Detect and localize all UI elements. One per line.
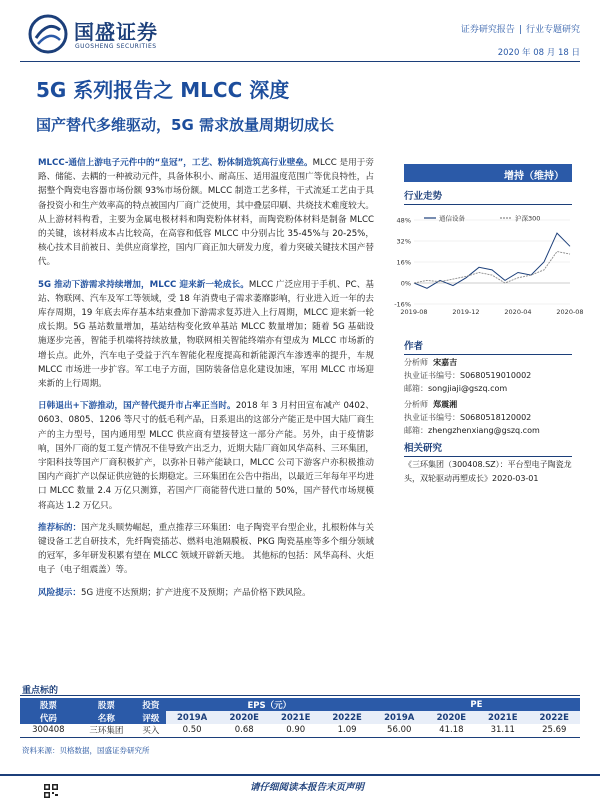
cell-pe: 25.69 (529, 724, 581, 737)
paragraph-body: 2018 年 3 月村田宣布减产 0402、0603、0805、1206 等尺寸的低毛利产品，日系退出的这部分产能正是中国大陆厂商生产的主力型号，国内通用型 MLCC 供应商有望接替这一部分产能。另外，由于疫情影响，国外厂商的复工复产情况不佳导致产出乏力，近期大陆厂商如风华高科、三环集团，宇阳科技等国产厂商积极扩产，以弥补日韩产能缺口，MLCC 公司下游客户亦积极推动国内产商扩产以保证供应链的长期稳定。三环集团在公告中指出，以最近三年每年平均进口 MLCC 数量 2.4 万亿只测算，若国产厂商能替代进口量的 50%，国产替代市场规模将高达 1.2 万亿只。 (38, 401, 374, 511)
year-cell: 2020E (219, 711, 270, 724)
year-cell: 2021E (270, 711, 321, 724)
related-research-item[interactable]: 《三环集团（300408.SZ）：平台型电子陶瓷龙头，双轮驱动再塑成长》2020-03-01 (404, 460, 572, 483)
analysts-section-title: 作者 (404, 338, 572, 355)
y-tick-label: 48% (396, 216, 411, 225)
x-tick-label: 2019-12 (452, 308, 480, 316)
year-cell: 2019A (373, 711, 426, 724)
paragraph-mlcc-intro (38, 156, 374, 270)
rating-badge: 增持（维持） (404, 164, 572, 182)
stock-table-label: 重点标的 (22, 686, 59, 696)
table-header-row (20, 711, 580, 724)
paragraph-import-substitution (38, 399, 374, 513)
logo-en-text: GUOSHENG SECURITIES (75, 43, 157, 50)
qr-code-icon (44, 784, 66, 800)
analyst-name: 郑震湘 (433, 400, 458, 409)
guosheng-logo-icon (28, 14, 68, 54)
cell-eps: 0.68 (219, 724, 270, 737)
analyst-email[interactable]: zhengzhenxiang@gszq.com (428, 426, 540, 435)
footer-disclaimer: 请仔细阅读本报告末页声明 (250, 782, 365, 793)
header-rating-2: 评级 (142, 713, 160, 724)
table-source: 资料来源：贝格数据，国盛证券研究所 (22, 746, 150, 755)
header-divider (20, 61, 580, 62)
cell-code: 300408 (20, 724, 77, 737)
header-code: 代码 (39, 713, 57, 724)
email-label: 邮箱： (404, 384, 428, 393)
stock-table-divider (20, 695, 580, 696)
year-cell: 2022E (321, 711, 372, 724)
header-name: 名称 (97, 713, 115, 724)
logo-cn-text: 国盛证券 (74, 20, 158, 44)
related-section-title: 相关研究 (404, 440, 572, 457)
analyst-role: 分析师 (404, 400, 428, 409)
legend-label: 沪深300 (515, 214, 541, 223)
cert-label: 执业证书编号： (404, 413, 460, 422)
header-stock-code: 股票 (39, 700, 57, 711)
header-pe: PE (470, 699, 483, 710)
email-label: 邮箱： (404, 426, 428, 435)
report-category: 行业专题研究 (525, 25, 580, 35)
stock-table (20, 698, 580, 738)
cell-rating: 买入 (136, 724, 166, 737)
header-eps: EPS（元） (247, 700, 292, 711)
report-type: 证券研究报告 (460, 25, 515, 35)
footer-divider (0, 774, 600, 776)
header-rating: 投资 (142, 700, 160, 711)
paragraph-body: 5G 进度不达预期；扩产进度不及预期；产品价格下跌风险。 (80, 587, 311, 598)
report-date: 2020 年 08 月 18 日 (497, 48, 580, 58)
legend-label: 通信设备 (439, 214, 465, 223)
analyst-name: 宋嘉吉 (433, 358, 458, 367)
trend-section-title: 行业走势 (404, 188, 572, 205)
analyst-card (404, 398, 584, 437)
table-row (20, 724, 580, 737)
cell-pe: 31.11 (477, 724, 528, 737)
year-cell: 2022E (529, 711, 581, 724)
analyst-role: 分析师 (404, 358, 428, 367)
cell-pe: 56.00 (373, 724, 426, 737)
x-tick-label: 2020-08 (556, 308, 584, 316)
paragraph-body: MLCC 广泛应用于手机、PC、基站、物联网、汽车及军工等领域，受 18 年消费电子需求萎靡影响，行业进入近一年的去库存周期，19 年底去库存基本结束叠加下游需求复苏进入上行周期，MLCC 迎来新一轮成长期。5G 基站数量增加，基站结构变化致单基站 MLCC 数量增加；随着 5G 基础设施逐步完善，智能手机端将持续放量，物联网相关智能终端亦有望成为 MLCC 市场新的增长点。此外，汽车电子受益于汽车智能化程度提高和新能源汽车渗透率的提升，车规 MLCC 市场进一步扩容。军工电子方面，国防装备信息化建设加速，军用 MLCC 市场迎来新的上行周期。 (38, 279, 374, 390)
year-cell: 2019A (166, 711, 219, 724)
y-tick-label: 32% (396, 237, 411, 246)
y-tick-label: -16% (394, 300, 411, 309)
cert-label: 执业证书编号： (404, 371, 460, 380)
cell-name: 三环集团 (77, 724, 136, 737)
cell-eps: 1.09 (321, 724, 372, 737)
analyst-cert: S0680519010002 (460, 371, 532, 380)
paragraph-lead: 日韩退出+下游推动，国产替代提升市占率正当时。 (38, 401, 236, 412)
header-stock-name: 股票 (97, 700, 115, 711)
year-cell: 2020E (426, 711, 477, 724)
paragraph-lead: 5G 推动下游需求持续增加，MLCC 迎来新一轮成长。 (38, 279, 249, 290)
company-logo (28, 12, 188, 60)
report-subtitle: 国产替代多维驱动，5G 需求放量周期切成长 (36, 116, 334, 134)
year-cell: 2021E (477, 711, 528, 724)
analyst-email[interactable]: songjiaji@gszq.com (428, 384, 508, 393)
analyst-card (404, 356, 584, 395)
cell-eps: 0.50 (166, 724, 219, 737)
paragraph-lead: 推荐标的： (38, 522, 82, 533)
cell-pe: 41.18 (426, 724, 477, 737)
report-title: 5G 系列报告之 MLCC 深度 (36, 78, 290, 102)
y-tick-label: 16% (396, 258, 411, 267)
paragraph-body: MLCC 是用于旁路、储能、去耦的一种被动元件，具备体积小、耐高压、适用温度范围广等优良特性，占据整个陶瓷电容器市场份额 93%市场份额。MLCC 制造工艺多样，干式流延工艺由于具备投资小和生产效率高的特点被国内厂商广泛使用，其中叠层印刷、共烧技术难度较大。从上游材料构看，主要为金属电极材料和陶瓷粉体材料，而陶瓷粉体材料是制备 MLCC 的关键，该材料成本占比较高，在高容和低容 MLCC 中分别占比 35-45%与 20-25%，核心技术目前被日、美供应商掌控，国内厂商正加大研发力度，着力突破关键技术国产替代。 (38, 158, 375, 268)
analyst-cert: S0680518120002 (460, 413, 532, 422)
series-line-telecom (414, 233, 570, 288)
paragraph-recommendation (38, 521, 374, 578)
paragraph-lead: MLCC-通信上游电子元件中的“皇冠”，工艺、粉体制造筑高行业壁垒。 (38, 158, 313, 168)
related-research-list (404, 458, 576, 486)
x-tick-label: 2019-08 (400, 308, 428, 316)
x-tick-label: 2020-04 (504, 308, 532, 316)
main-text-column (38, 156, 374, 608)
cell-eps: 0.90 (270, 724, 321, 737)
paragraph-lead: 风险提示： (38, 587, 81, 598)
paragraph-risk (38, 586, 374, 600)
industry-trend-chart (388, 210, 584, 320)
paragraph-body: 国产龙头顺势崛起，重点推荐三环集团：电子陶瓷平台型企业，扎根粉体与关键设备工艺自研技术，先纤陶瓷插芯、燃料电池隔膜板、PKG 陶瓷基座等多个细分领域的冠军，多年研发积累有望在 MLCC 领域开辟新天地。 其他标的包括：风华高科、火炬电子（电子组震盖）等。 (38, 522, 374, 576)
paragraph-5g-demand (38, 278, 374, 392)
table-header-row (20, 698, 580, 711)
report-type-line: 证券研究报告 | 行业专题研究 (460, 25, 580, 35)
y-tick-label: 0% (400, 279, 411, 288)
